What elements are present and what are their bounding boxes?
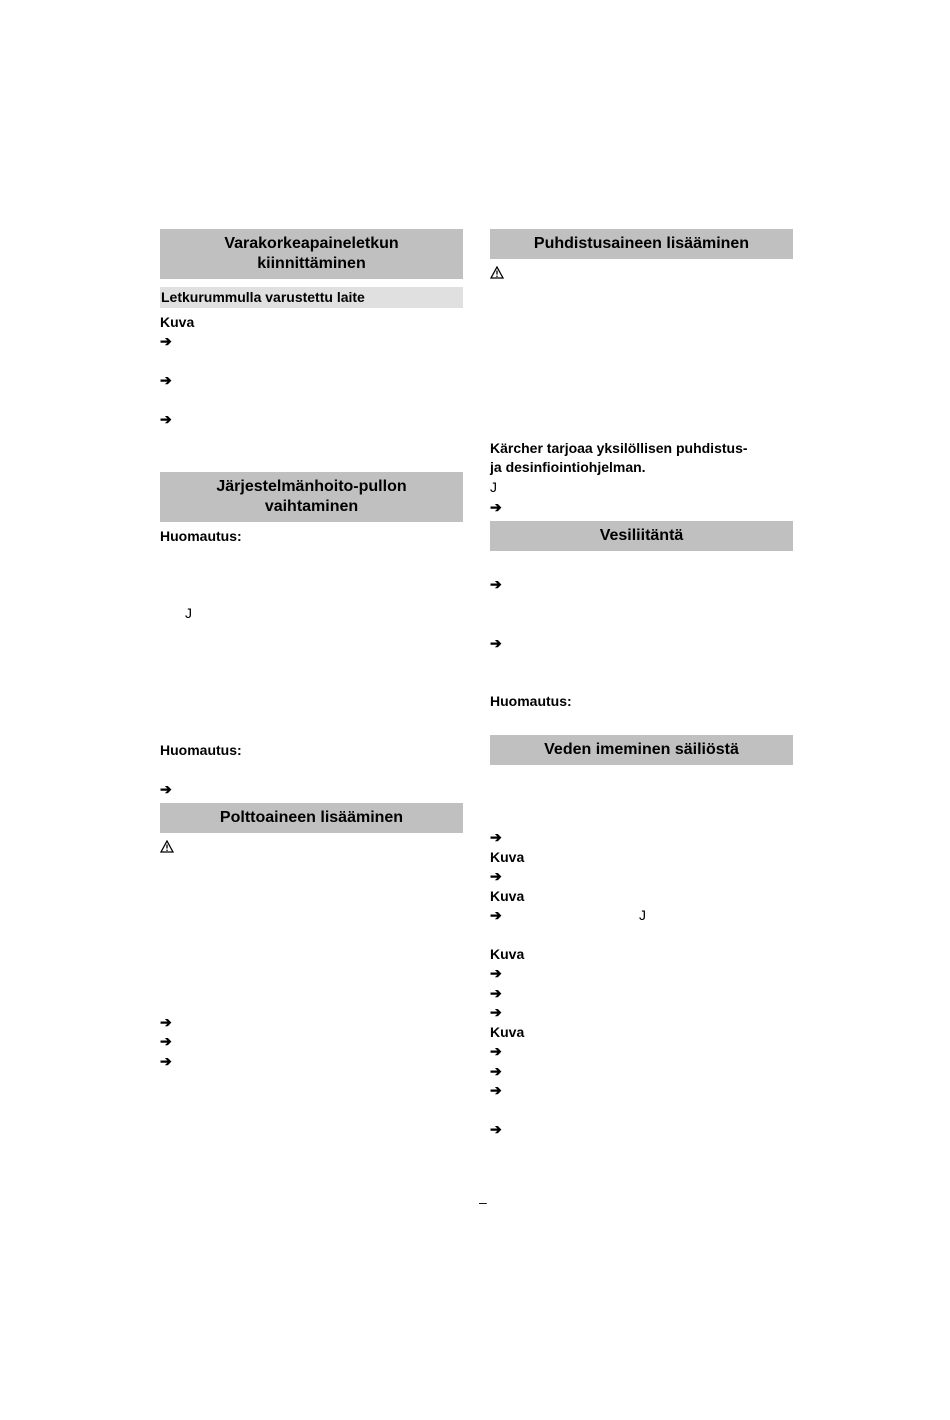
note-label: Huomautus: xyxy=(490,693,572,709)
arrow-right-icon: ➔ xyxy=(490,1004,502,1020)
arrow-right-icon: ➔ xyxy=(160,1053,172,1069)
j-mark: J xyxy=(639,907,646,923)
warning-triangle-icon xyxy=(160,840,174,853)
heading-system-care-bottle xyxy=(160,472,463,522)
kuva-label: Kuva xyxy=(490,888,525,904)
warning-triangle-icon xyxy=(490,266,504,279)
heading-line-2: vaihtaminen xyxy=(264,498,359,515)
arrow-right-icon: ➔ xyxy=(490,829,502,845)
arrow-right-icon: ➔ xyxy=(160,333,172,349)
heading-add-fuel: Polttoaineen lisääminen xyxy=(160,803,463,833)
arrow-right-icon: ➔ xyxy=(490,576,502,592)
arrow-right-icon: ➔ xyxy=(490,965,502,981)
heading-line-1: Järjestelmänhoito-pullon xyxy=(216,478,407,495)
heading-line-2: kiinnittäminen xyxy=(257,255,366,272)
arrow-right-icon: ➔ xyxy=(490,1121,502,1137)
note-label: Huomautus: xyxy=(160,528,242,544)
heading-add-detergent: Puhdistusaineen lisääminen xyxy=(490,229,793,259)
heading-replacement-hose xyxy=(160,229,463,279)
heading-suction-from-tank: Veden imeminen säiliöstä xyxy=(490,735,793,765)
arrow-right-icon: ➔ xyxy=(490,1063,502,1079)
arrow-right-icon: ➔ xyxy=(490,1082,502,1098)
karcher-note-line-1: Kärcher tarjoaa yksilöllisen puhdistus- xyxy=(490,440,748,456)
arrow-right-icon: ➔ xyxy=(490,635,502,651)
kuva-label: Kuva xyxy=(490,946,525,962)
kuva-label: Kuva xyxy=(160,314,195,330)
arrow-right-icon: ➔ xyxy=(490,499,502,515)
arrow-right-icon: ➔ xyxy=(490,1043,502,1059)
arrow-right-icon: ➔ xyxy=(490,907,502,923)
j-mark: J xyxy=(490,479,497,495)
arrow-right-icon: ➔ xyxy=(160,372,172,388)
j-mark: J xyxy=(185,605,192,621)
arrow-right-icon: ➔ xyxy=(490,985,502,1001)
heading-water-connection: Vesiliitäntä xyxy=(490,521,793,551)
karcher-note-line-2: ja desinfiointiohjelman. xyxy=(490,459,646,475)
page-number-mark: – xyxy=(479,1194,487,1210)
arrow-right-icon: ➔ xyxy=(160,1033,172,1049)
arrow-right-icon: ➔ xyxy=(490,868,502,884)
arrow-right-icon: ➔ xyxy=(160,411,172,427)
arrow-right-icon: ➔ xyxy=(160,781,172,797)
arrow-right-icon: ➔ xyxy=(160,1014,172,1030)
kuva-label: Kuva xyxy=(490,1024,525,1040)
subheading-hose-reel: Letkurummulla varustettu laite xyxy=(160,287,463,308)
heading-line-1: Varakorkeapaineletkun xyxy=(224,235,399,252)
kuva-label: Kuva xyxy=(490,849,525,865)
note-label: Huomautus: xyxy=(160,742,242,758)
